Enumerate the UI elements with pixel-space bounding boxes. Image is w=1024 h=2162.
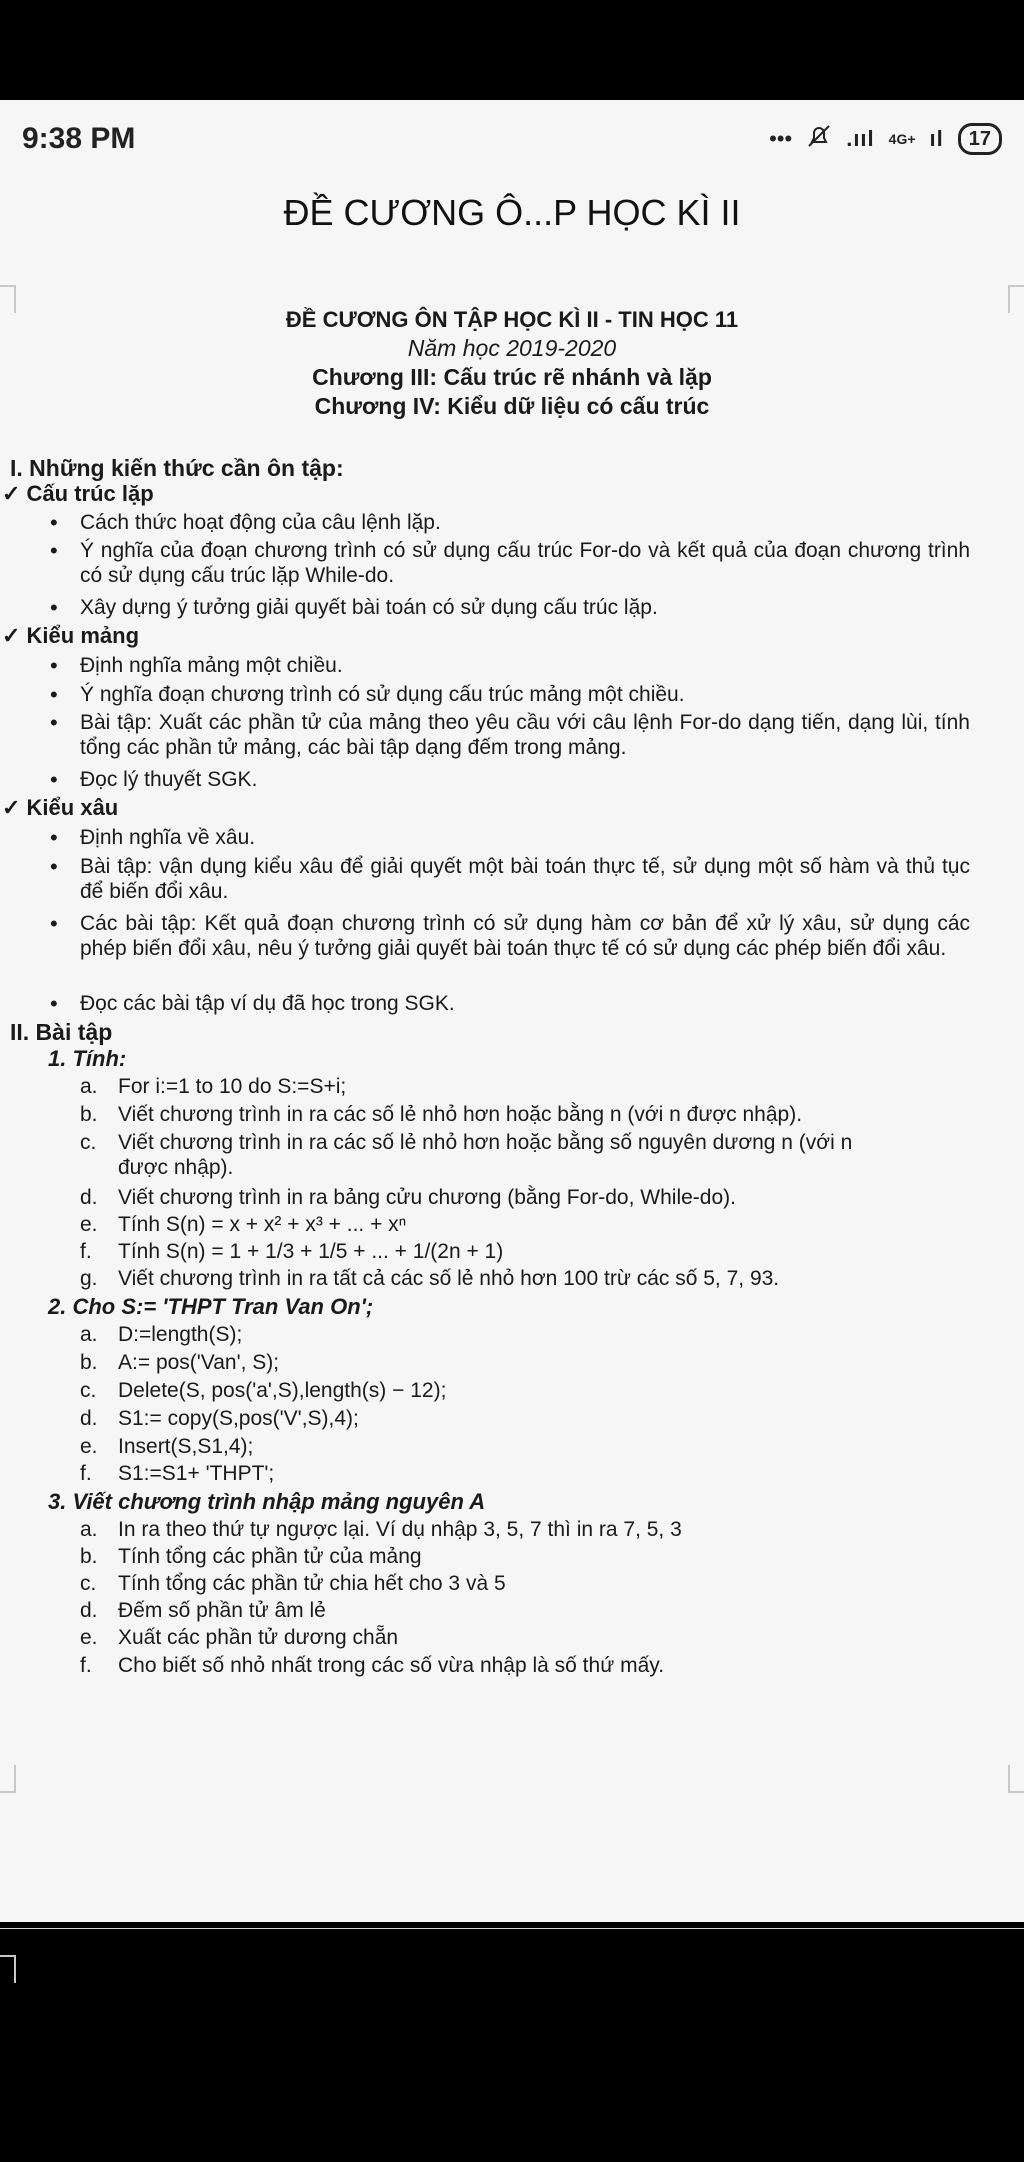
doc-year: Năm học 2019-2020 [407, 335, 617, 361]
list-item: • Đọc lý thuyết SGK. [50, 767, 258, 792]
arrays-title: Kiểu mảng [26, 623, 140, 648]
doc-header [0, 305, 1024, 421]
loops-heading: ✓ Cấu trúc lặp [2, 481, 154, 506]
page-corner-bl2 [0, 1955, 16, 1983]
list-item: d. Đếm số phần tử âm lẻ [80, 1599, 326, 1622]
status-icons [769, 123, 1002, 155]
document-title: ĐỀ CƯƠNG Ô...P HỌC KÌ II [283, 192, 741, 233]
network-type-icon: 4G+ [888, 131, 916, 147]
strings-title: Kiểu xâu [26, 795, 119, 820]
list-item: c. Tính tổng các phần tử chia hết cho 3 và 5 [80, 1572, 506, 1595]
status-bar [0, 100, 1024, 178]
list-item: • Xây dựng ý tưởng giải quyết bài toán có sử dụng cấu trúc lặp. [50, 595, 658, 620]
list-item: e. Insert(S,S1,4); [80, 1435, 254, 1458]
page-corner-bl [0, 1765, 16, 1793]
q1-heading: 1. Tính: [48, 1046, 127, 1071]
list-item: • Cách thức hoạt động của câu lệnh lặp. [50, 510, 441, 535]
section-1-heading: I. Những kiến thức cần ôn tập: [10, 455, 344, 481]
list-item: f. Tính S(n) = 1 + 1/3 + 1/5 + ... + 1/(2n + 1) [80, 1240, 504, 1263]
page-corner-br [1008, 1765, 1024, 1793]
list-item: • Các bài tập: Kết quả đoạn chương trình có sử dụng hàm cơ bản để xử lý xâu, sử dụng các phép biến đổi xâu, nêu ý tưởng giải quyết bài toán thực tế có sử dụng các phép biến đổi xâu. [50, 911, 970, 960]
doc-heading: ĐỀ CƯƠNG ÔN TẬP HỌC KÌ II - TIN HỌC 11 [285, 307, 739, 332]
list-item: f. S1:=S1+ 'THPT'; [80, 1462, 275, 1485]
list-item: • Định nghĩa mảng một chiều. [50, 653, 343, 678]
page-divider [0, 1928, 1024, 1929]
signal-icon: .ııl [846, 126, 875, 151]
doc-chapter-4: Chương IV: Kiểu dữ liệu có cấu trúc [314, 393, 710, 419]
q2-heading: 2. Cho S:= 'THPT Tran Van On'; [48, 1294, 374, 1319]
loops-title: Cấu trúc lặp [26, 481, 154, 506]
list-item: • Đọc các bài tập ví dụ đã học trong SGK. [50, 991, 455, 1016]
list-item-cont: được nhập). [118, 1156, 234, 1179]
list-item: b. A:= pos('Van', S); [80, 1351, 280, 1374]
list-item: b. Viết chương trình in ra các số lẻ nhỏ hơn hoặc bằng n (với n được nhập). [80, 1103, 803, 1126]
q3-heading: 3. Viết chương trình nhập mảng nguyên A [48, 1489, 486, 1514]
alarm-off-icon [806, 123, 832, 155]
list-item: b. Tính tổng các phần tử của mảng [80, 1545, 422, 1568]
list-item: • Ý nghĩa đoạn chương trình có sử dụng cấu trúc mảng một chiều. [50, 682, 685, 707]
list-item: e. Xuất các phần tử dương chẵn [80, 1626, 399, 1649]
list-item: a. For i:=1 to 10 do S:=S+i; [80, 1075, 347, 1098]
arrays-heading: ✓ Kiểu mảng [2, 623, 140, 648]
list-item: f. Cho biết số nhỏ nhất trong các số vừa nhập là số thứ mấy. [80, 1654, 665, 1677]
list-item: d. S1:= copy(S,pos('V',S),4); [80, 1407, 359, 1430]
list-item: • Định nghĩa về xâu. [50, 825, 256, 850]
list-item: e. Tính S(n) = x + x² + x³ + ... + xⁿ [80, 1213, 407, 1236]
list-item: a. D:=length(S); [80, 1323, 243, 1346]
battery-icon: 17 [958, 123, 1002, 155]
strings-heading: ✓ Kiểu xâu [2, 795, 119, 820]
list-item: c. Viết chương trình in ra các số lẻ nhỏ hơn hoặc bằng số nguyên dương n (với n [80, 1131, 853, 1154]
doc-chapter-3: Chương III: Cấu trúc rẽ nhánh và lặp [312, 364, 712, 390]
screen [0, 100, 1024, 1922]
list-item: c. Delete(S, pos('a',S),length(s) − 12); [80, 1379, 447, 1402]
more-dots-icon: ••• [769, 126, 793, 151]
list-item: • Ý nghĩa của đoạn chương trình có sử dụng cấu trúc For-do và kết quả của đoạn chương trình có sử dụng cấu trúc lặp While-do. [50, 538, 970, 587]
list-item: • Bài tập: Xuất các phần tử của mảng theo yêu cầu với câu lệnh For-do dạng tiến, dạng lùi, tính tổng các phần tử mảng, các bài tập dạng đếm trong mảng. [50, 710, 970, 759]
list-item: g. Viết chương trình in ra tất cả các số lẻ nhỏ hơn 100 trừ các số 5, 7, 93. [80, 1267, 780, 1290]
list-item: d. Viết chương trình in ra bảng cửu chương (bằng For-do, While-do). [80, 1186, 736, 1209]
section-2-heading: II. Bài tập [10, 1019, 113, 1045]
signal-2-icon: ıl [929, 126, 944, 151]
status-time: 9:38 PM [22, 122, 136, 155]
list-item: a. In ra theo thứ tự ngược lại. Ví dụ nhập 3, 5, 7 thì in ra 7, 5, 3 [80, 1518, 682, 1541]
list-item: • Bài tập: vận dụng kiểu xâu để giải quyết một bài toán thực tế, sử dụng một số hàm và thủ tục để biến đổi xâu. [50, 854, 970, 903]
